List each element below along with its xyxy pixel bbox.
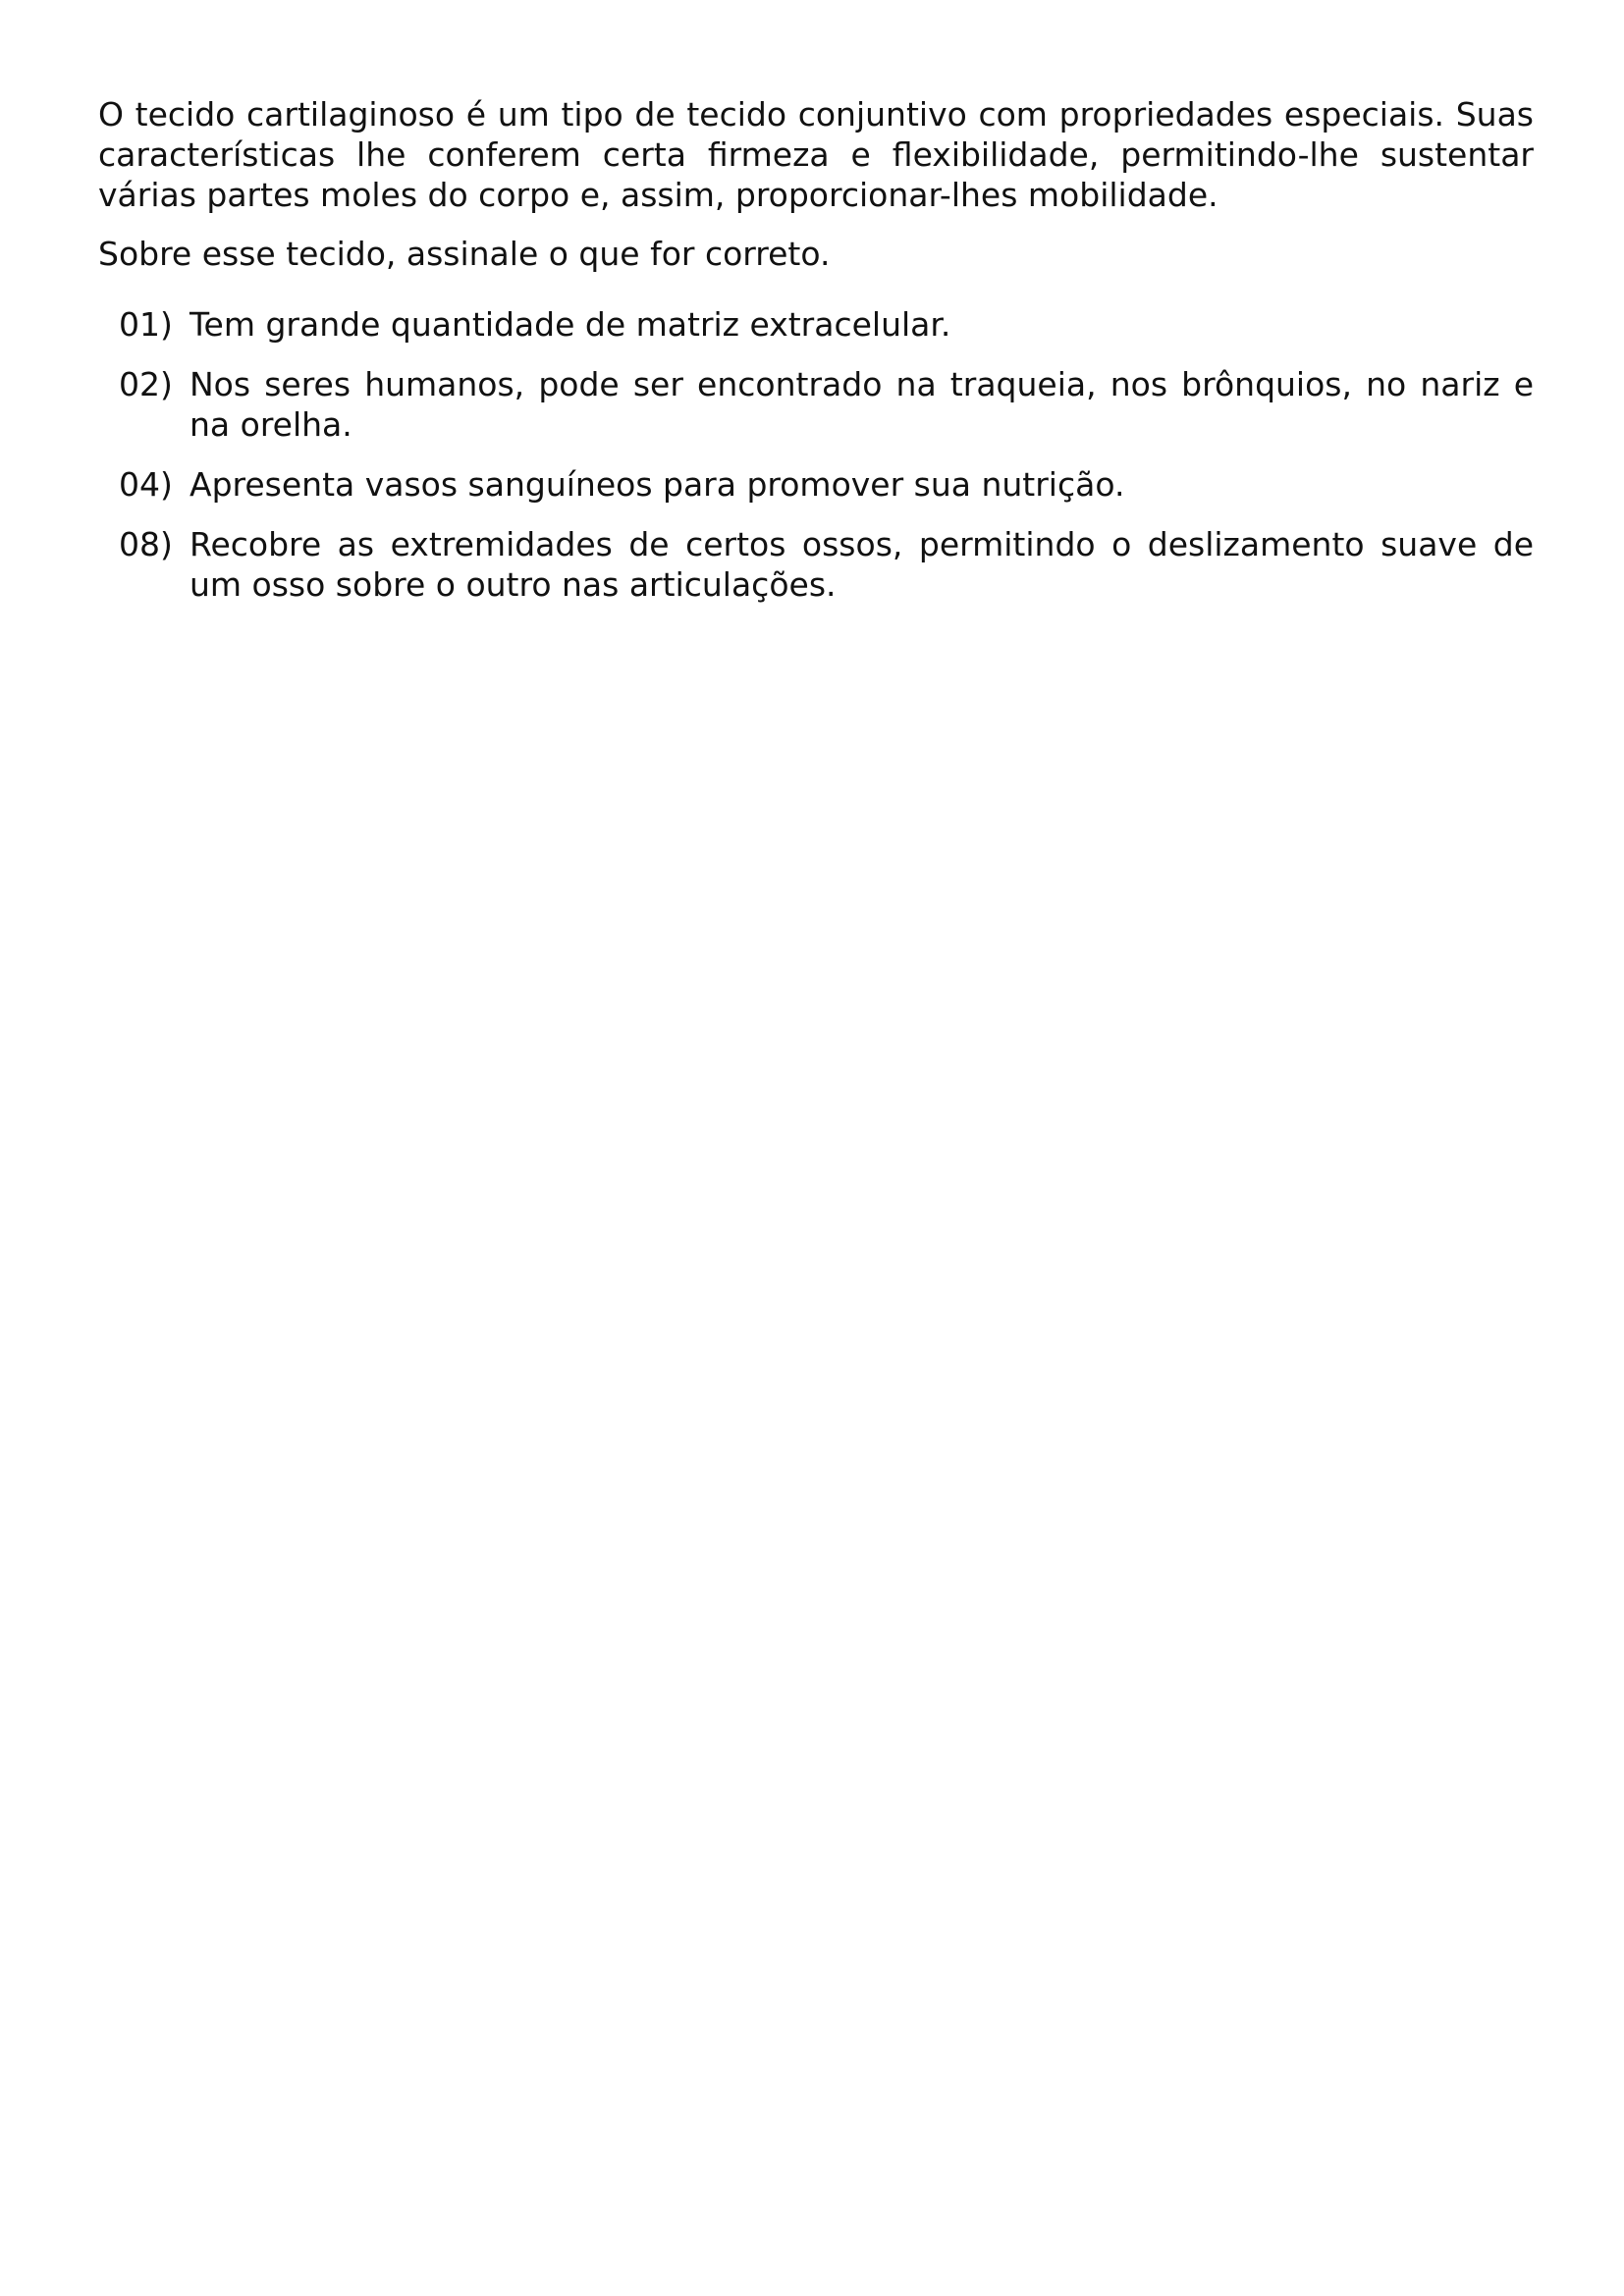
option-number: 04) <box>119 465 173 504</box>
option-text: Tem grande quantidade de matriz extracelular. <box>189 305 951 344</box>
option-number: 02) <box>119 365 173 403</box>
document-page <box>98 94 1534 624</box>
options-list <box>98 304 1534 605</box>
option-text: Recobre as extremidades de certos ossos, permitindo o deslizamento suave de um osso sobre o outro nas articulações. <box>189 525 1534 604</box>
option-text: Apresenta vasos sanguíneos para promover sua nutrição. <box>189 465 1125 504</box>
intro-paragraph: O tecido cartilaginoso é um tipo de tecido conjuntivo com propriedades especiais. Suas características lhe conferem certa firmeza e flexibilidade, permitindo-lhe sustentar várias partes moles do corpo e, assim, proporcionar-lhes mobilidade. <box>98 95 1534 214</box>
option-number: 01) <box>119 305 173 344</box>
option-item <box>98 464 1534 505</box>
option-item <box>98 364 1534 445</box>
option-item <box>98 304 1534 345</box>
option-item <box>98 524 1534 605</box>
option-number: 08) <box>119 525 173 563</box>
option-text: Nos seres humanos, pode ser encontrado na traqueia, nos brônquios, no nariz e na orelha. <box>189 365 1534 444</box>
question-prompt: Sobre esse tecido, assinale o que for correto. <box>98 235 831 273</box>
